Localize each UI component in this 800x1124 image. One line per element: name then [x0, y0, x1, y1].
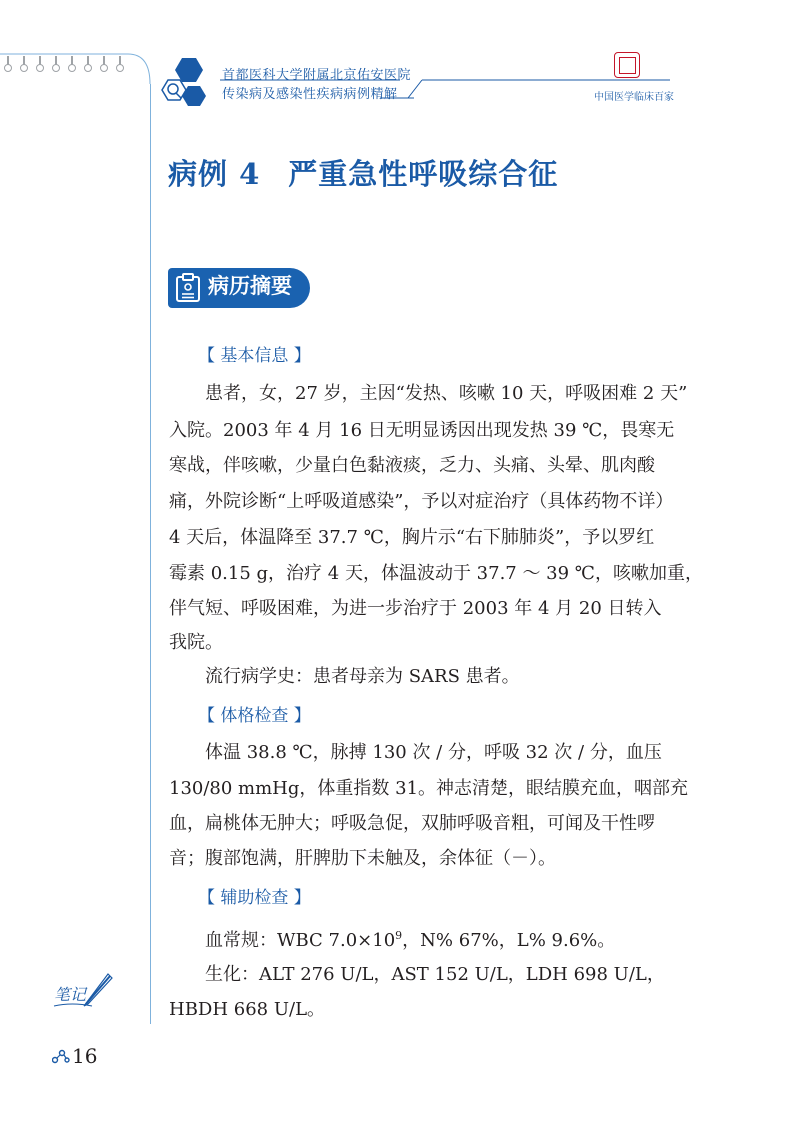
subsection-basic-info: 【 基本信息 】 — [198, 346, 311, 366]
page-number: 16 — [72, 1044, 98, 1068]
header-title-line1: 首都医科大学附属北京佑安医院 — [222, 68, 412, 83]
blood-routine-prefix: 血常规：WBC 7.0×10 — [205, 930, 396, 951]
paragraph-line: 寒战，伴咳嗽，少量白色黏液痰，乏力、头痛、头晕、肌肉酸 — [169, 455, 655, 476]
molecule-icon — [52, 1048, 70, 1064]
paragraph-line: 130/80 mmHg，体重指数 31。神志清楚，眼结膜充血，咽部充 — [169, 778, 689, 799]
biochem-line: 生化：ALT 276 U/L，AST 152 U/L，LDH 698 U/L， — [205, 964, 665, 985]
paragraph-line: 患者，女，27 岁，主因“发热、咳嗽 10 天，呼吸困难 2 天” — [205, 383, 688, 404]
blood-routine-line — [205, 930, 705, 950]
notes-pen-icon — [52, 970, 116, 1010]
notes-label: 笔记 — [54, 985, 87, 1004]
paragraph-line: 4 天后，体温降至 37.7 ℃，胸片示“右下肺肺炎”，予以罗红 — [169, 527, 655, 548]
paragraph-line: 音；腹部饱满，肝脾肋下未触及，余体征（－）。 — [169, 848, 556, 869]
paragraph-line: 霉素 0.15 g，治疗 4 天，体温波动于 37.7 ～ 39 ℃，咳嗽加重， — [169, 563, 703, 584]
paragraph-line: 伴气短、呼吸困难，为进一步治疗于 2003 年 4 月 20 日转入 — [169, 598, 662, 619]
case-title — [168, 157, 559, 191]
subsection-physical-exam: 【 体格检查 】 — [198, 706, 311, 726]
biochem-line: HBDH 668 U/L。 — [169, 999, 326, 1020]
clipboard-icon — [174, 273, 202, 303]
paragraph-line: 入院。2003 年 4 月 16 日无明显诱因出现发热 39 ℃，畏寒无 — [169, 420, 675, 441]
case-name: 严重急性呼吸综合征 — [288, 157, 559, 191]
section-title: 病历摘要 — [208, 274, 292, 298]
paragraph-line: 血，扁桃体无肿大；呼吸急促，双肺呼吸音粗，可闻及干性啰 — [169, 813, 655, 834]
series-name: 中国医学临床百家 — [594, 92, 674, 103]
publisher-logo-icon — [614, 52, 640, 78]
epidemiology-line: 流行病学史：患者母亲为 SARS 患者。 — [205, 666, 520, 687]
paragraph-line: 我院。 — [169, 632, 223, 653]
paragraph-line: 痛，外院诊断“上呼吸道感染”，予以对症治疗（具体药物不详） — [169, 491, 674, 512]
section-banner — [168, 268, 310, 308]
blood-routine-exponent: 9 — [395, 929, 403, 942]
blood-routine-suffix: ，N% 67%，L% 9.6%。 — [402, 930, 616, 951]
header-title-line2: 传染病及感染性疾病病例精解 — [222, 87, 398, 102]
paragraph-line: 体温 38.8 ℃，脉搏 130 次 / 分，呼吸 32 次 / 分，血压 — [205, 742, 662, 763]
subsection-aux-exam: 【 辅助检查 】 — [198, 888, 311, 908]
margin-line — [150, 84, 151, 1024]
case-number: 病例 4 — [168, 157, 261, 191]
